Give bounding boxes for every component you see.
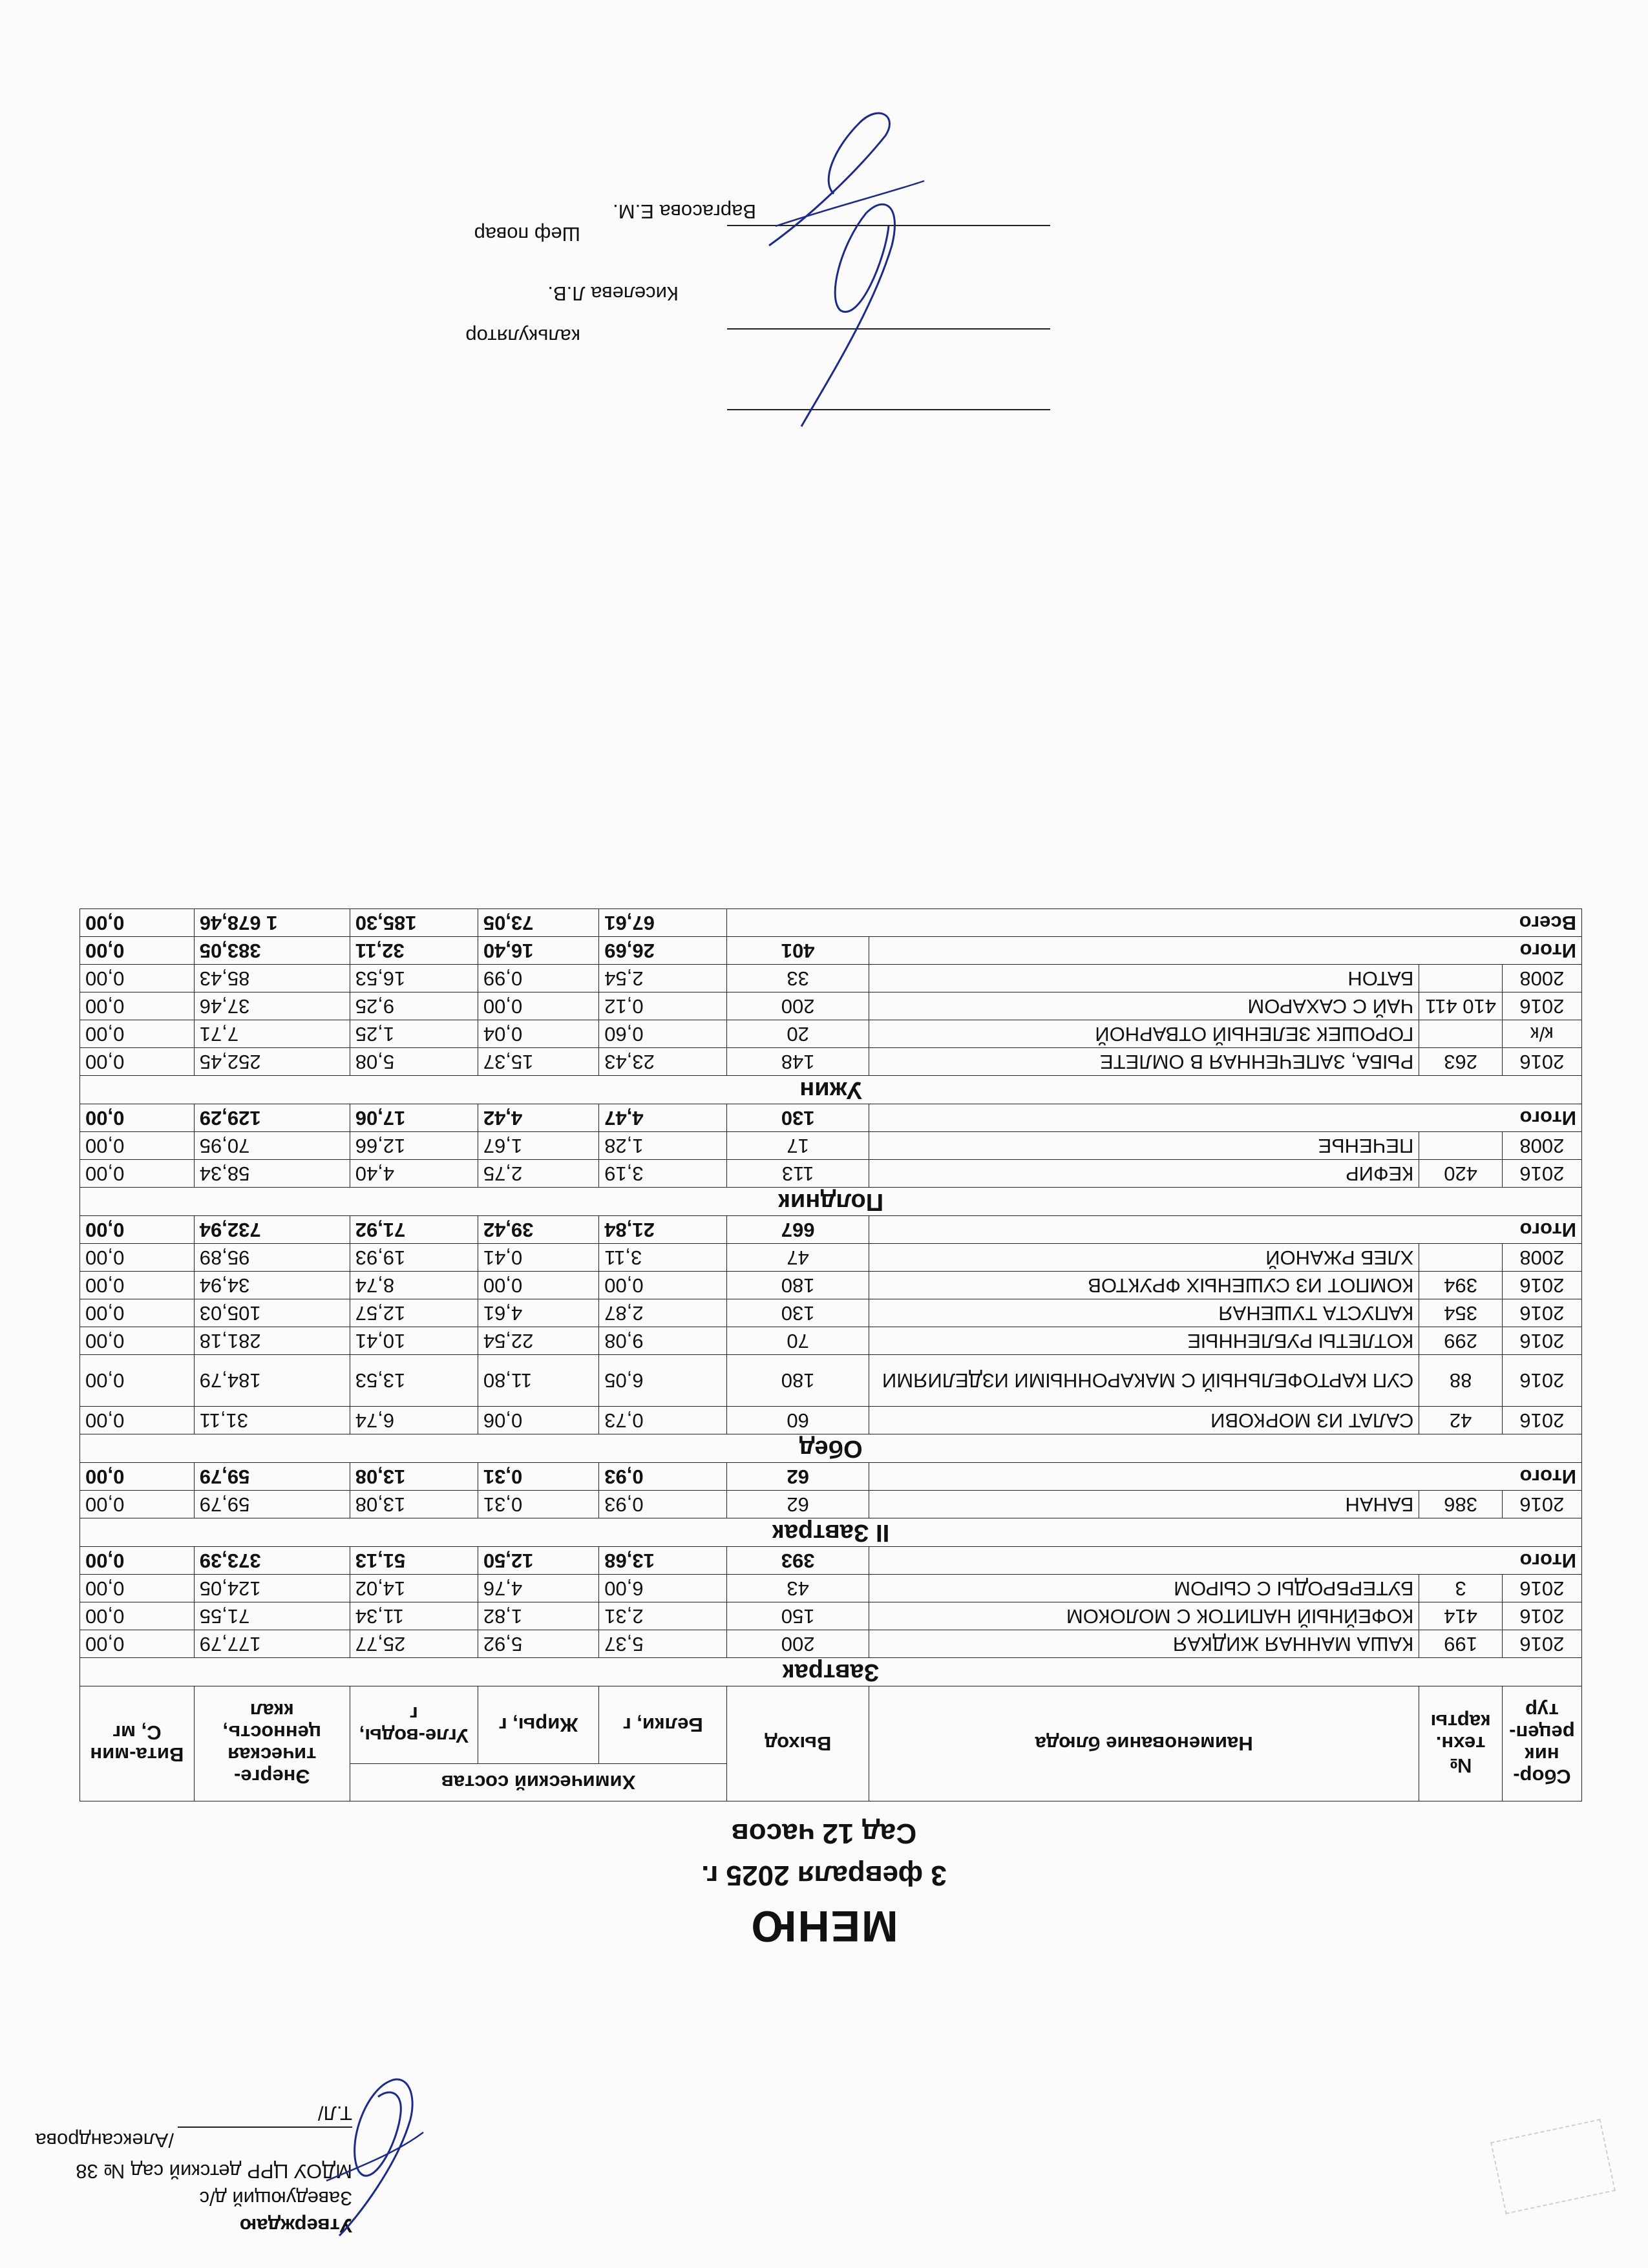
total-carbs: 32,11 — [350, 937, 478, 965]
table-row — [80, 1575, 1582, 1602]
table-row — [80, 1048, 1582, 1076]
cell-dish: ЧАЙ С САХАРОМ — [869, 992, 1419, 1020]
cell-vitamin: 0,00 — [80, 1160, 195, 1188]
table-row — [80, 1355, 1582, 1407]
cell-yield: 200 — [727, 992, 869, 1020]
approval-org: МДОУ ЦРР детский сад № 38 — [76, 2160, 352, 2183]
cell-dish: КАПУСТА ТУШЕНАЯ — [869, 1299, 1419, 1327]
cell-card: 299 — [1419, 1327, 1503, 1355]
table-row — [80, 1244, 1582, 1272]
cell-vitamin: 0,00 — [80, 1299, 195, 1327]
cell-dish: ПЕЧЕНЬЕ — [869, 1132, 1419, 1160]
section-header — [80, 1076, 1582, 1104]
total-row — [80, 1463, 1582, 1491]
total-energy: 373,39 — [194, 1547, 350, 1575]
cell-vitamin: 0,00 — [80, 1355, 195, 1407]
cell-fat: 11,80 — [478, 1355, 598, 1407]
cell-protein: 3,19 — [599, 1160, 727, 1188]
grand-total-row — [80, 909, 1582, 937]
cell-yield: 113 — [727, 1160, 869, 1188]
cell-vitamin: 0,00 — [80, 1048, 195, 1076]
total-fat: 4,42 — [478, 1104, 598, 1132]
cell-protein: 2,54 — [599, 965, 727, 992]
cell-energy: 124,05 — [194, 1575, 350, 1602]
cell-protein: 0,73 — [599, 1407, 727, 1434]
cell-fat: 1,82 — [478, 1602, 598, 1630]
section-title: Полдник — [80, 1188, 1582, 1216]
cell-dish: ХЛЕБ РЖАНОЙ — [869, 1244, 1419, 1272]
total-vitamin: 0,00 — [80, 1216, 195, 1244]
cell-protein: 1,28 — [599, 1132, 727, 1160]
cell-card: 3 — [1419, 1575, 1503, 1602]
cell-card: 88 — [1419, 1355, 1503, 1407]
header-collection: Сбор-ник рецеп-тур — [1502, 1686, 1581, 1801]
approval-position: Заведующий д/с — [199, 2187, 352, 2210]
cell-yield: 130 — [727, 1299, 869, 1327]
cell-collection: 2016 — [1502, 1327, 1581, 1355]
table-body — [80, 909, 1582, 1686]
cell-yield: 17 — [727, 1132, 869, 1160]
total-row — [80, 1216, 1582, 1244]
cell-fat: 0,99 — [478, 965, 598, 992]
grand-total-energy: 1 678,46 — [194, 909, 350, 937]
cell-vitamin: 0,00 — [80, 1132, 195, 1160]
cell-vitamin: 0,00 — [80, 1630, 195, 1658]
header-protein: Белки, г — [599, 1686, 727, 1764]
cell-collection: 2016 — [1502, 1160, 1581, 1188]
cell-vitamin: 0,00 — [80, 1020, 195, 1048]
cell-dish: КОФЕЙНЫЙ НАПИТОК С МОЛОКОМ — [869, 1602, 1419, 1630]
cell-card — [1419, 1020, 1503, 1048]
table-row — [80, 1630, 1582, 1658]
cell-fat: 4,76 — [478, 1575, 598, 1602]
section-header — [80, 1518, 1582, 1547]
table-header — [80, 1686, 1582, 1801]
cell-dish: КЕФИР — [869, 1160, 1419, 1188]
cell-card: 263 — [1419, 1048, 1503, 1076]
cell-carbs: 12,66 — [350, 1132, 478, 1160]
cell-protein: 6,05 — [599, 1355, 727, 1407]
cell-collection: 2016 — [1502, 1602, 1581, 1630]
section-title: Завтрак — [80, 1658, 1582, 1686]
total-protein: 0,93 — [599, 1463, 727, 1491]
total-vitamin: 0,00 — [80, 1104, 195, 1132]
cell-collection: 2008 — [1502, 1244, 1581, 1272]
cell-dish: БУТЕРБРОДЫ С СЫРОМ — [869, 1575, 1419, 1602]
cell-vitamin: 0,00 — [80, 1327, 195, 1355]
cell-carbs: 13,08 — [350, 1491, 478, 1518]
cell-fat: 22,54 — [478, 1327, 598, 1355]
cell-card: 420 — [1419, 1160, 1503, 1188]
cell-energy: 252,45 — [194, 1048, 350, 1076]
cell-energy: 85,43 — [194, 965, 350, 992]
total-carbs: 51,13 — [350, 1547, 478, 1575]
approval-signature-line — [16, 2099, 352, 2154]
cell-dish: КОМПОТ ИЗ СУШЕНЫХ ФРУКТОВ — [869, 1272, 1419, 1299]
cell-collection: 2016 — [1502, 1491, 1581, 1518]
menu-date: 3 февраля 2025 г. — [701, 1860, 947, 1891]
cell-card: 42 — [1419, 1407, 1503, 1434]
grand-total-fat: 73,05 — [478, 909, 598, 937]
cell-collection: 2016 — [1502, 992, 1581, 1020]
header-energy: Энерге-тическая ценность, ккал — [194, 1686, 350, 1801]
cell-collection: 2016 — [1502, 1355, 1581, 1407]
total-fat: 12,50 — [478, 1547, 598, 1575]
table-row — [80, 992, 1582, 1020]
section-title: II Завтрак — [80, 1518, 1582, 1547]
stamp-mark — [1490, 2119, 1616, 2214]
total-row — [80, 937, 1582, 965]
cell-carbs: 16,53 — [350, 965, 478, 992]
total-label: Итого — [869, 1463, 1581, 1491]
cell-collection: 2016 — [1502, 1575, 1581, 1602]
total-fat: 16,40 — [478, 937, 598, 965]
total-vitamin: 0,00 — [80, 1463, 195, 1491]
table-row — [80, 1272, 1582, 1299]
approval-block — [16, 2099, 352, 2239]
page-title: МЕНЮ — [750, 1902, 898, 1951]
cell-collection: 2016 — [1502, 1272, 1581, 1299]
cell-yield: 180 — [727, 1272, 869, 1299]
cell-yield: 47 — [727, 1244, 869, 1272]
section-header — [80, 1188, 1582, 1216]
cell-energy: 37,46 — [194, 992, 350, 1020]
cell-fat: 2,75 — [478, 1160, 598, 1188]
total-yield: 393 — [727, 1547, 869, 1575]
table-row — [80, 965, 1582, 992]
section-title: Обед — [80, 1434, 1582, 1463]
cell-energy: 31,11 — [194, 1407, 350, 1434]
cell-card — [1419, 1244, 1503, 1272]
cell-card: 410 411 — [1419, 992, 1503, 1020]
cell-vitamin: 0,00 — [80, 1575, 195, 1602]
cell-energy: 58,34 — [194, 1160, 350, 1188]
cell-energy: 71,55 — [194, 1602, 350, 1630]
approval-label: Утверждаю — [239, 2214, 352, 2237]
cell-carbs: 19,93 — [350, 1244, 478, 1272]
cell-carbs: 25,77 — [350, 1630, 478, 1658]
cell-carbs: 4,40 — [350, 1160, 478, 1188]
cell-energy: 184,79 — [194, 1355, 350, 1407]
cell-energy: 105,03 — [194, 1299, 350, 1327]
cell-energy: 34,94 — [194, 1272, 350, 1299]
cell-yield: 33 — [727, 965, 869, 992]
cell-card: 394 — [1419, 1272, 1503, 1299]
cell-collection: 2016 — [1502, 1407, 1581, 1434]
cell-vitamin: 0,00 — [80, 1272, 195, 1299]
header-vitamin: Вита-мин С, мг — [80, 1686, 195, 1801]
grand-total-carbs: 185,30 — [350, 909, 478, 937]
total-energy: 59,79 — [194, 1463, 350, 1491]
cell-dish: САЛАТ ИЗ МОРКОВИ — [869, 1407, 1419, 1434]
total-carbs: 17,06 — [350, 1104, 478, 1132]
cell-collection: 2016 — [1502, 1048, 1581, 1076]
cell-card: 414 — [1419, 1602, 1503, 1630]
cell-card: 354 — [1419, 1299, 1503, 1327]
total-yield: 62 — [727, 1463, 869, 1491]
cell-yield: 43 — [727, 1575, 869, 1602]
header-fat: Жиры, г — [478, 1686, 598, 1764]
cell-carbs: 10,41 — [350, 1327, 478, 1355]
total-energy: 732,94 — [194, 1216, 350, 1244]
menu-group: Сад 12 часов — [731, 1818, 917, 1849]
table-row — [80, 1407, 1582, 1434]
total-protein: 21,84 — [599, 1216, 727, 1244]
cell-dish: КОТЛЕТЫ РУБЛЕННЫЕ — [869, 1327, 1419, 1355]
cell-carbs: 11,34 — [350, 1602, 478, 1630]
cell-energy: 281,18 — [194, 1327, 350, 1355]
table-row — [80, 1327, 1582, 1355]
total-carbs: 71,92 — [350, 1216, 478, 1244]
chef-name: Варгасова Е.М. — [613, 200, 756, 223]
cell-fat: 0,31 — [478, 1491, 598, 1518]
cell-protein: 5,37 — [599, 1630, 727, 1658]
cell-carbs: 8,74 — [350, 1272, 478, 1299]
table-row — [80, 1491, 1582, 1518]
cell-card: 199 — [1419, 1630, 1503, 1658]
cell-dish: БАНАН — [869, 1491, 1419, 1518]
cell-protein: 0,12 — [599, 992, 727, 1020]
cell-fat: 4,61 — [478, 1299, 598, 1327]
total-yield: 667 — [727, 1216, 869, 1244]
cell-carbs: 13,53 — [350, 1355, 478, 1407]
total-protein: 26,69 — [599, 937, 727, 965]
cell-collection: 2016 — [1502, 1299, 1581, 1327]
cell-fat: 0,41 — [478, 1244, 598, 1272]
table-row — [80, 1132, 1582, 1160]
cell-card — [1419, 965, 1503, 992]
table-row — [80, 1160, 1582, 1188]
cell-protein: 2,87 — [599, 1299, 727, 1327]
cell-dish: КАША МАННАЯ ЖИДКАЯ — [869, 1630, 1419, 1658]
cell-collection: 2008 — [1502, 965, 1581, 992]
cell-yield: 150 — [727, 1602, 869, 1630]
cell-vitamin: 0,00 — [80, 1244, 195, 1272]
cell-yield: 180 — [727, 1355, 869, 1407]
total-carbs: 13,08 — [350, 1463, 478, 1491]
total-row — [80, 1547, 1582, 1575]
cell-vitamin: 0,00 — [80, 992, 195, 1020]
total-yield: 130 — [727, 1104, 869, 1132]
grand-total-vitamin: 0,00 — [80, 909, 195, 937]
approval-name: /Александрова Т.Л/ — [35, 2102, 352, 2152]
cell-yield: 62 — [727, 1491, 869, 1518]
header-yield: Выход — [727, 1686, 869, 1801]
cell-yield: 200 — [727, 1630, 869, 1658]
total-label: Итого — [869, 1547, 1581, 1575]
grand-total-label: Всего — [727, 909, 1582, 937]
cell-dish: ГОРОШЕК ЗЕЛЕНЫЙ ОТВАРНОЙ — [869, 1020, 1419, 1048]
header-chem: Химический состав — [350, 1764, 727, 1801]
cell-protein: 23,43 — [599, 1048, 727, 1076]
cell-fat: 1,67 — [478, 1132, 598, 1160]
director-signature — [320, 2061, 436, 2242]
cell-carbs: 9,25 — [350, 992, 478, 1020]
total-yield: 401 — [727, 937, 869, 965]
cell-dish: РЫБА, ЗАПЕЧЕННАЯ В ОМЛЕТЕ — [869, 1048, 1419, 1076]
cell-protein: 0,00 — [599, 1272, 727, 1299]
table-row — [80, 1020, 1582, 1048]
cell-dish: БАТОН — [869, 965, 1419, 992]
cell-fat: 5,92 — [478, 1630, 598, 1658]
cell-energy: 7,71 — [194, 1020, 350, 1048]
cell-protein: 9,08 — [599, 1327, 727, 1355]
cell-protein: 2,31 — [599, 1602, 727, 1630]
cell-carbs: 5,08 — [350, 1048, 478, 1076]
cell-carbs: 12,57 — [350, 1299, 478, 1327]
cell-vitamin: 0,00 — [80, 1407, 195, 1434]
total-vitamin: 0,00 — [80, 1547, 195, 1575]
cell-protein: 3,11 — [599, 1244, 727, 1272]
cell-dish: СУП КАРТОФЕЛЬНЫЙ С МАКАРОННЫМИ ИЗДЕЛИЯМИ — [869, 1355, 1419, 1407]
total-label: Итого — [869, 1216, 1581, 1244]
header-carbs: Угле-воды, г — [350, 1686, 478, 1764]
cell-yield: 70 — [727, 1327, 869, 1355]
table-row — [80, 1299, 1582, 1327]
cell-vitamin: 0,00 — [80, 965, 195, 992]
total-energy: 129,29 — [194, 1104, 350, 1132]
total-fat: 39,42 — [478, 1216, 598, 1244]
cell-yield: 60 — [727, 1407, 869, 1434]
cell-protein: 0,60 — [599, 1020, 727, 1048]
total-label: Итого — [869, 1104, 1581, 1132]
section-title: Ужин — [80, 1076, 1582, 1104]
cell-energy: 177,79 — [194, 1630, 350, 1658]
header-dish: Наименование блюда — [869, 1686, 1419, 1801]
cell-card: 386 — [1419, 1491, 1503, 1518]
cell-vitamin: 0,00 — [80, 1602, 195, 1630]
cell-yield: 148 — [727, 1048, 869, 1076]
total-protein: 13,68 — [599, 1547, 727, 1575]
section-header — [80, 1658, 1582, 1686]
total-protein: 4,47 — [599, 1104, 727, 1132]
cell-protein: 0,93 — [599, 1491, 727, 1518]
cell-carbs: 14,02 — [350, 1575, 478, 1602]
section-header — [80, 1434, 1582, 1463]
cell-fat: 0,06 — [478, 1407, 598, 1434]
calculator-title: калькулятор — [465, 325, 580, 348]
cell-card — [1419, 1132, 1503, 1160]
total-energy: 383,05 — [194, 937, 350, 965]
cell-vitamin: 0,00 — [80, 1491, 195, 1518]
cell-collection: 2008 — [1502, 1132, 1581, 1160]
calculator-name: Киселева Л.В. — [547, 282, 679, 305]
cell-fat: 0,00 — [478, 992, 598, 1020]
staff-signatures — [750, 78, 963, 439]
cell-fat: 15,37 — [478, 1048, 598, 1076]
total-fat: 0,31 — [478, 1463, 598, 1491]
cell-energy: 95,89 — [194, 1244, 350, 1272]
cell-collection: 2016 — [1502, 1630, 1581, 1658]
header-card: № техн. карты — [1419, 1686, 1503, 1801]
table-row — [80, 1602, 1582, 1630]
cell-carbs: 6,74 — [350, 1407, 478, 1434]
chef-title: Шеф повар — [474, 223, 580, 246]
cell-carbs: 1,25 — [350, 1020, 478, 1048]
total-row — [80, 1104, 1582, 1132]
cell-energy: 59,79 — [194, 1491, 350, 1518]
cell-protein: 6,00 — [599, 1575, 727, 1602]
cell-energy: 70,95 — [194, 1132, 350, 1160]
cell-yield: 20 — [727, 1020, 869, 1048]
menu-table — [79, 908, 1582, 1801]
total-vitamin: 0,00 — [80, 937, 195, 965]
grand-total-protein: 67,61 — [599, 909, 727, 937]
cell-fat: 0,00 — [478, 1272, 598, 1299]
total-label: Итого — [869, 937, 1581, 965]
cell-collection: к/к — [1502, 1020, 1581, 1048]
cell-fat: 0,04 — [478, 1020, 598, 1048]
